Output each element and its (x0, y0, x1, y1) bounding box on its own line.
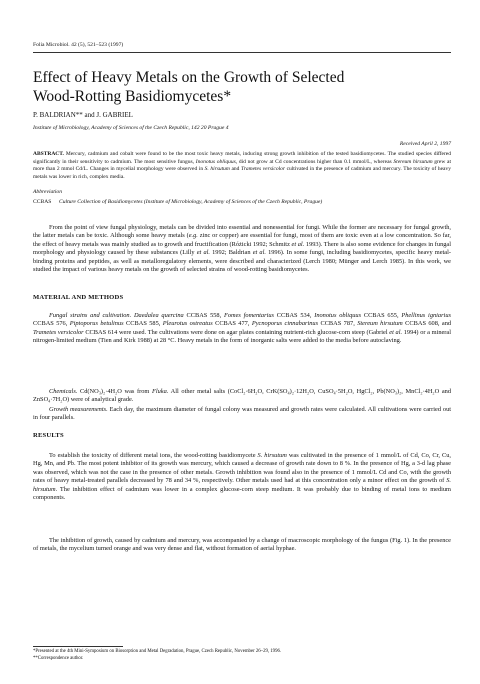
results-text: was cultivated in the presence of 1 mmol/L of Cd, Co, Cr, Cu, Hg, Mn, and Pb. The most potent inhibitor of its growth was mercury, which caused a decrease of growth rate down to 8 %. In the presence of Hg, a 3-d lag phase was observed, which was not the case in the presence of other metals. Growth inhibition was found also in the presence of 1 mmol/L Cd and Co, with the growth rates of heavy metal-treated parallels decreased by 78 and 34 %, respectively. Other metals used had at this concentration only a minor effect on the growth of (33, 452, 451, 485)
intro-abbrev: et al. (291, 240, 305, 248)
paragraph-label: Fungal strains and cultivation. (49, 312, 132, 319)
intro-text: 1996). In some fungi, including basidiomycetes, specific heavy metal-binding proteins and peptides, as well as metalloregulatory elements, were described and characterized (Lerch 1980; Münger and Lerch 1985). In this work, we studied the impact of various heavy metals on the growth of selected strains of wood-rotting basidiomycetes. (33, 249, 451, 274)
species-name: Pleurotus ostreatus (162, 320, 213, 328)
section-heading-methods: MATERIAL AND METHODS (33, 294, 124, 301)
article-title (33, 68, 451, 106)
abstract-label: ABSTRACT. (33, 151, 64, 157)
abstract-text: cultivated in the presence of cadmium and mercury. The toxicity of heavy metals was lower in rich, complex media. (33, 166, 451, 180)
abstract-text: grew at more than 2 mmol Cd/L. Changes in mycelial morphology were observed in (33, 158, 452, 172)
methods-text: CCBAS 585, (126, 320, 161, 328)
methods-text: CCBAS 655, (363, 312, 399, 319)
methods-abbrev: et al. (389, 328, 403, 336)
section-heading-results: RESULTS (33, 432, 64, 439)
species-name: Daedalea quercina (133, 312, 184, 319)
supplier-name: Fluka. (152, 388, 169, 395)
abbreviation-entry (33, 199, 451, 206)
methods-text: CCBAS 608, and (405, 320, 452, 328)
footnote-presented: *Presented at the 4th Mini-Symposium on Biosorption and Metal Degradation, Prague, Czech Republic, November 26–29, 1996. (33, 649, 282, 654)
species-name: S. hirsutum (204, 166, 230, 172)
species-name: S. hirsutum (33, 477, 451, 493)
methods-text: CCBAS 558, (186, 312, 222, 319)
methods-text: Cd(NO₃)₂·4H₂O was from (80, 388, 150, 395)
species-name: Stereum hirsutum (357, 320, 403, 328)
methods-text: CCBAS 534, (276, 312, 312, 319)
intro-abbrev: et al. (252, 249, 266, 257)
affiliation: Institute of Microbiology, Academy of Sciences of the Czech Republic, 142 20 Prague 4 (33, 125, 229, 131)
species-name: S. hirsutum (257, 452, 287, 459)
species-name: Trametes versicolor (33, 328, 84, 336)
intro-text: 1992; Baldrian (212, 249, 251, 257)
methods-paragraph-strains (33, 312, 451, 346)
methods-paragraph-growth (33, 406, 451, 423)
header-rule (33, 52, 451, 53)
abstract-text: and (231, 166, 240, 172)
abstract-text: , did not grow at Cd concentrations higher than 0.1 mmol/L, whereas (235, 158, 392, 165)
intro-abbrev: e.g. (188, 232, 198, 240)
species-name: Inonotus obliquus (195, 158, 236, 165)
abstract-text: Mercury, cadmium and cobalt were found to be the most toxic heavy metals, inducing strong growth inhibition of the tested basidiomycetes. The studied species differed significantly in their sensitivity to cadmium. The most sensitive fungus, (33, 151, 452, 165)
abbreviation-key: CCBAS (33, 199, 52, 205)
methods-text: CCBAS 787, (320, 320, 355, 328)
title-line-1: Effect of Heavy Metals on the Growth of Selected (33, 69, 345, 86)
species-name: Trametes versicolor (240, 166, 285, 172)
species-name: Piptoporus betulinus (69, 320, 124, 328)
methods-text: 1994) or a mineral nitrogen-limited medium (Tien and Kirk 1988) at 28 °C. Heavy metals in the form of inorganic salts were added to the media before autoclaving. (33, 328, 451, 345)
species-name: Pycnoporus cinnabarinus (251, 320, 319, 328)
methods-paragraph-chemicals (33, 388, 451, 405)
methods-text: CCBAS 576, (33, 320, 68, 328)
intro-abbrev: et al. (196, 249, 210, 257)
species-name: Inonotus obliquus (314, 312, 362, 319)
results-text: To establish the toxicity of different metal ions, the wood-rotting basidiomycete (49, 452, 256, 459)
intro-text: 1993). There is also some evidence for changes in fungal morphology and physiology caused by these substances (Lilly (33, 240, 451, 257)
footnote-rule (33, 646, 123, 647)
title-line-2: Wood-Rotting Basidiomycetes* (33, 88, 232, 105)
results-paragraph-2: The inhibition of growth, caused by cadmium and mercury, was accompanied by a change of macroscopic morphology of the fungus (Fig. 1). In the presence of metals, the mycelium turned orange and was very dense and flat, without formation of aerial hyphae. (33, 537, 451, 553)
abbreviation-heading: Abbreviation (33, 189, 62, 195)
methods-text: CCBAS 614 were used. The cultivations were done on agar plates containing nutrient-rich glucose-corn steep (Gabriel (85, 328, 388, 336)
authors: P. BALDRIAN** and J. GABRIEL (33, 111, 133, 119)
paragraph-label: Chemicals. (49, 388, 78, 395)
species-name: Phellinus igniarius (401, 312, 451, 319)
species-name: Fomes fomentarius (223, 312, 274, 319)
methods-text: CCBAS 477, (215, 320, 250, 328)
paragraph-label: Growth measurements. (49, 406, 108, 413)
methods-text: Each day, the maximum diameter of fungal colony was measured and growth rates were calculated. All cultivations were carried out in four parallels. (33, 406, 452, 422)
results-text: . The inhibition effect of cadmium was lower in a complex glucose-corn steep medium. It was probably due to binding of metal ions to medium components. (33, 485, 451, 502)
abbreviation-value: Culture Collection of Basidiomycetes (Institute of Microbiology, Academy of Sciences of the Czech Republic, Prague) (59, 199, 323, 205)
methods-text: All other metal salts (CoCl₂·6H₂O, CrK(SO₄)₂·12H₂O, CuSO₄·5H₂O, HgCl₂, Pb(NO₃)₂, MnCl₂·4H₂O and ZnSO₄·7H₂O) were of analytical grade. (33, 388, 451, 404)
intro-text: zinc or copper) are essential for fungi, most of them are toxic even at a low concentration. So far, the effect of heavy metals was mainly studied as to growth and fructification (Różicki 1992; Schmitz (33, 232, 452, 248)
intro-text: From the point of view fungal physiology, metals can be divided into essential and nonessential for fungi. While the former are necessary for fungal growth, the latter metals can be toxic. Although some heavy metals ( (33, 224, 451, 240)
journal-citation: Folia Microbiol. 42 (5), 521–523 (1997) (33, 42, 124, 48)
results-paragraph-1 (33, 452, 451, 502)
introduction-paragraph (33, 224, 451, 274)
abstract (33, 151, 451, 181)
footnote-correspondence: **Correspondence author. (33, 656, 84, 661)
species-name: Stereum hirsutum (393, 158, 433, 165)
received-date: Received April 2, 1997 (399, 141, 451, 147)
